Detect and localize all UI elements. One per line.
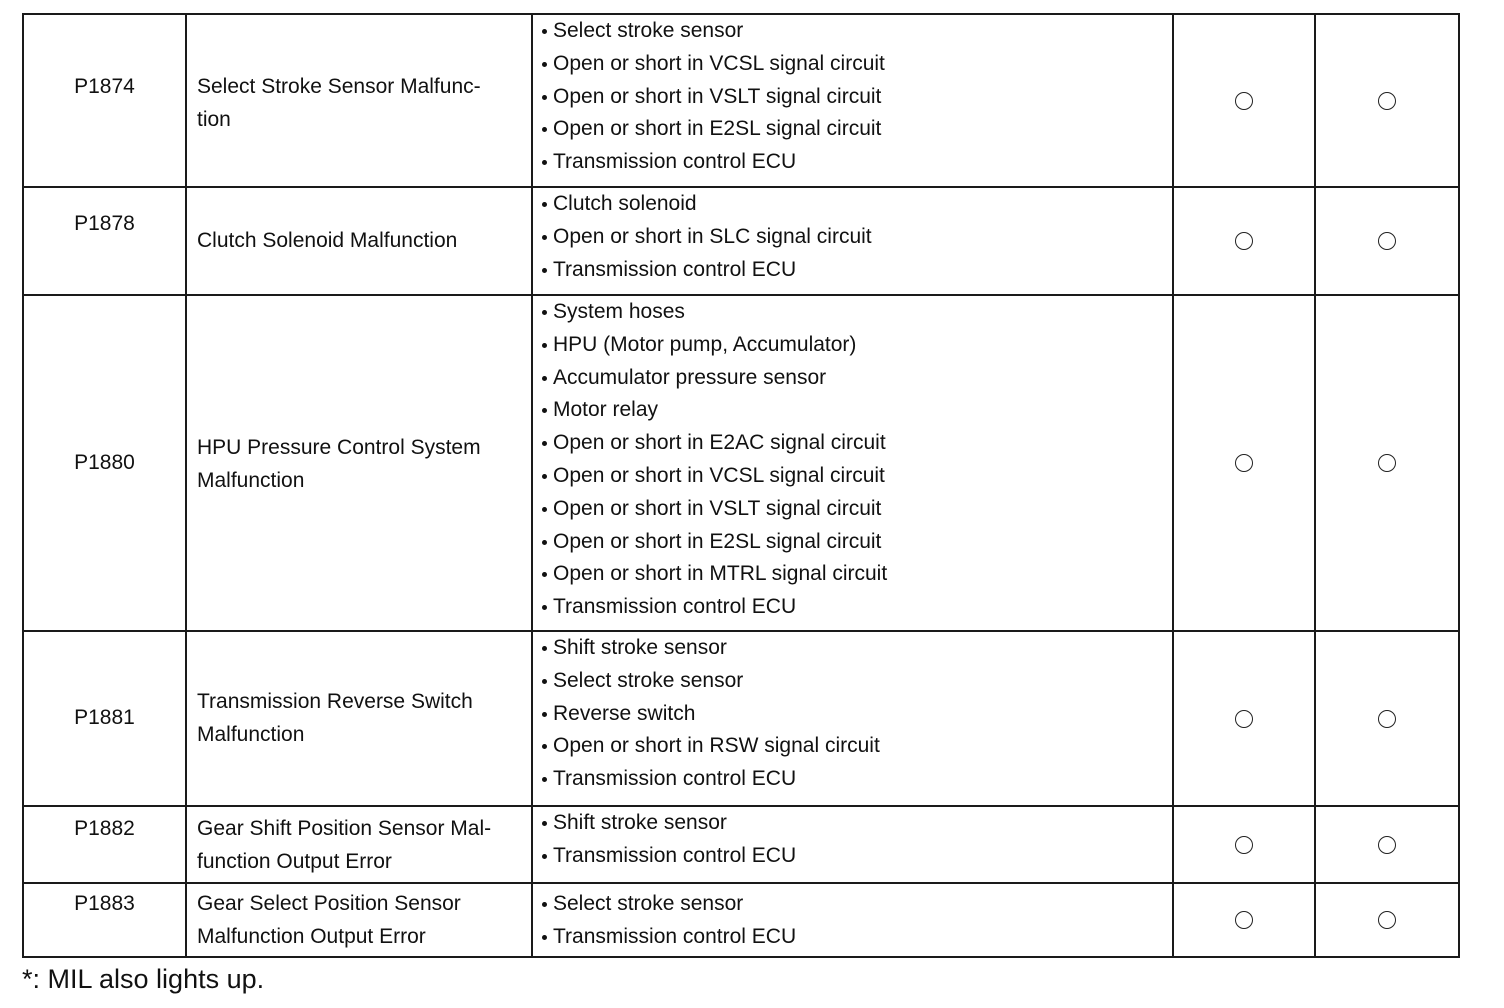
- list-item: Open or short in VSLT signal circuit: [541, 493, 1172, 526]
- list-item: Open or short in E2AC signal circuit: [541, 427, 1172, 460]
- list-item: Open or short in VCSL signal circuit: [541, 48, 1172, 81]
- list-item: Accumulator pressure sensor: [541, 362, 1172, 395]
- circle-mark-icon: [1235, 836, 1253, 854]
- list-item: Open or short in VCSL signal circuit: [541, 460, 1172, 493]
- mark-cell: [1173, 806, 1315, 883]
- trouble-area-cell: [532, 14, 1173, 187]
- circle-mark-icon: [1378, 836, 1396, 854]
- list-item: Open or short in RSW signal circuit: [541, 730, 1172, 763]
- detection-item-cell: [186, 631, 532, 806]
- detection-item: Gear Shift Position Sensor Mal- function Output Error: [197, 817, 492, 873]
- circle-mark-icon: [1235, 911, 1253, 929]
- dtc-code-cell: [23, 806, 186, 883]
- trouble-area-cell: [532, 187, 1173, 295]
- list-item: Transmission control ECU: [541, 254, 1172, 287]
- detection-item-cell: [186, 14, 532, 187]
- detection-item: Select Stroke Sensor Malfunc- tion: [197, 75, 481, 131]
- footnote: *: MIL also lights up.: [22, 964, 265, 994]
- list-item: Transmission control ECU: [541, 763, 1172, 796]
- trouble-area-list: [541, 807, 1172, 873]
- list-item: Shift stroke sensor: [541, 807, 1172, 840]
- trouble-area-list: [541, 884, 1172, 954]
- mark-cell: [1315, 806, 1459, 883]
- table-row: [23, 883, 1459, 957]
- mark-cell: [1315, 631, 1459, 806]
- circle-mark-icon: [1235, 454, 1253, 472]
- dtc-table: [22, 13, 1460, 958]
- trouble-area-list: [541, 188, 1172, 286]
- detection-item: Gear Select Position Sensor Malfunction Output Error: [197, 892, 461, 948]
- trouble-area-list: [541, 632, 1172, 796]
- detection-item-cell: [186, 883, 532, 957]
- dtc-code: P1874: [74, 75, 135, 98]
- list-item: Transmission control ECU: [541, 840, 1172, 873]
- trouble-area-cell: [532, 883, 1173, 957]
- dtc-code-cell: [23, 187, 186, 295]
- mark-cell: [1315, 14, 1459, 187]
- detection-item-cell: [186, 295, 532, 631]
- list-item: Select stroke sensor: [541, 15, 1172, 48]
- list-item: Open or short in E2SL signal circuit: [541, 526, 1172, 559]
- list-item: Transmission control ECU: [541, 921, 1172, 954]
- dtc-code-cell: [23, 295, 186, 631]
- mark-cell: [1173, 14, 1315, 187]
- list-item: Open or short in MTRL signal circuit: [541, 558, 1172, 591]
- dtc-code: P1881: [74, 706, 135, 730]
- mark-cell: [1173, 883, 1315, 957]
- circle-mark-icon: [1235, 92, 1253, 110]
- circle-mark-icon: [1235, 710, 1253, 728]
- table-row: [23, 806, 1459, 883]
- trouble-area-cell: [532, 806, 1173, 883]
- circle-mark-icon: [1378, 710, 1396, 728]
- dtc-code-cell: [23, 631, 186, 806]
- detection-item: HPU Pressure Control System Malfunction: [197, 436, 481, 492]
- list-item: Open or short in VSLT signal circuit: [541, 81, 1172, 114]
- mark-cell: [1315, 883, 1459, 957]
- mark-cell: [1173, 631, 1315, 806]
- list-item: Select stroke sensor: [541, 665, 1172, 698]
- dtc-code: P1883: [74, 892, 135, 915]
- circle-mark-icon: [1378, 911, 1396, 929]
- mark-cell: [1173, 187, 1315, 295]
- table-row: [23, 14, 1459, 187]
- circle-mark-icon: [1235, 232, 1253, 250]
- list-item: Transmission control ECU: [541, 146, 1172, 179]
- detection-item-cell: [186, 187, 532, 295]
- mark-cell: [1173, 295, 1315, 631]
- table-row: [23, 631, 1459, 806]
- trouble-area-cell: [532, 631, 1173, 806]
- list-item: Select stroke sensor: [541, 888, 1172, 921]
- list-item: Transmission control ECU: [541, 591, 1172, 624]
- mark-cell: [1315, 295, 1459, 631]
- circle-mark-icon: [1378, 454, 1396, 472]
- list-item: Open or short in E2SL signal circuit: [541, 113, 1172, 146]
- dtc-code-cell: [23, 883, 186, 957]
- detection-item-cell: [186, 806, 532, 883]
- list-item: Clutch solenoid: [541, 188, 1172, 221]
- circle-mark-icon: [1378, 92, 1396, 110]
- list-item: Motor relay: [541, 394, 1172, 427]
- list-item: Reverse switch: [541, 698, 1172, 731]
- dtc-code-cell: [23, 14, 186, 187]
- detection-item: Clutch Solenoid Malfunction: [197, 228, 458, 252]
- dtc-code: P1878: [74, 212, 135, 235]
- detection-item: Transmission Reverse Switch Malfunction: [197, 690, 473, 746]
- table-row: [23, 187, 1459, 295]
- list-item: Open or short in SLC signal circuit: [541, 221, 1172, 254]
- circle-mark-icon: [1378, 232, 1396, 250]
- list-item: HPU (Motor pump, Accumulator): [541, 329, 1172, 362]
- table-row: [23, 295, 1459, 631]
- list-item: Shift stroke sensor: [541, 632, 1172, 665]
- trouble-area-list: [541, 15, 1172, 179]
- mark-cell: [1315, 187, 1459, 295]
- dtc-code: P1880: [74, 450, 135, 474]
- trouble-area-list: [541, 296, 1172, 624]
- list-item: System hoses: [541, 296, 1172, 329]
- dtc-code: P1882: [74, 817, 135, 840]
- trouble-area-cell: [532, 295, 1173, 631]
